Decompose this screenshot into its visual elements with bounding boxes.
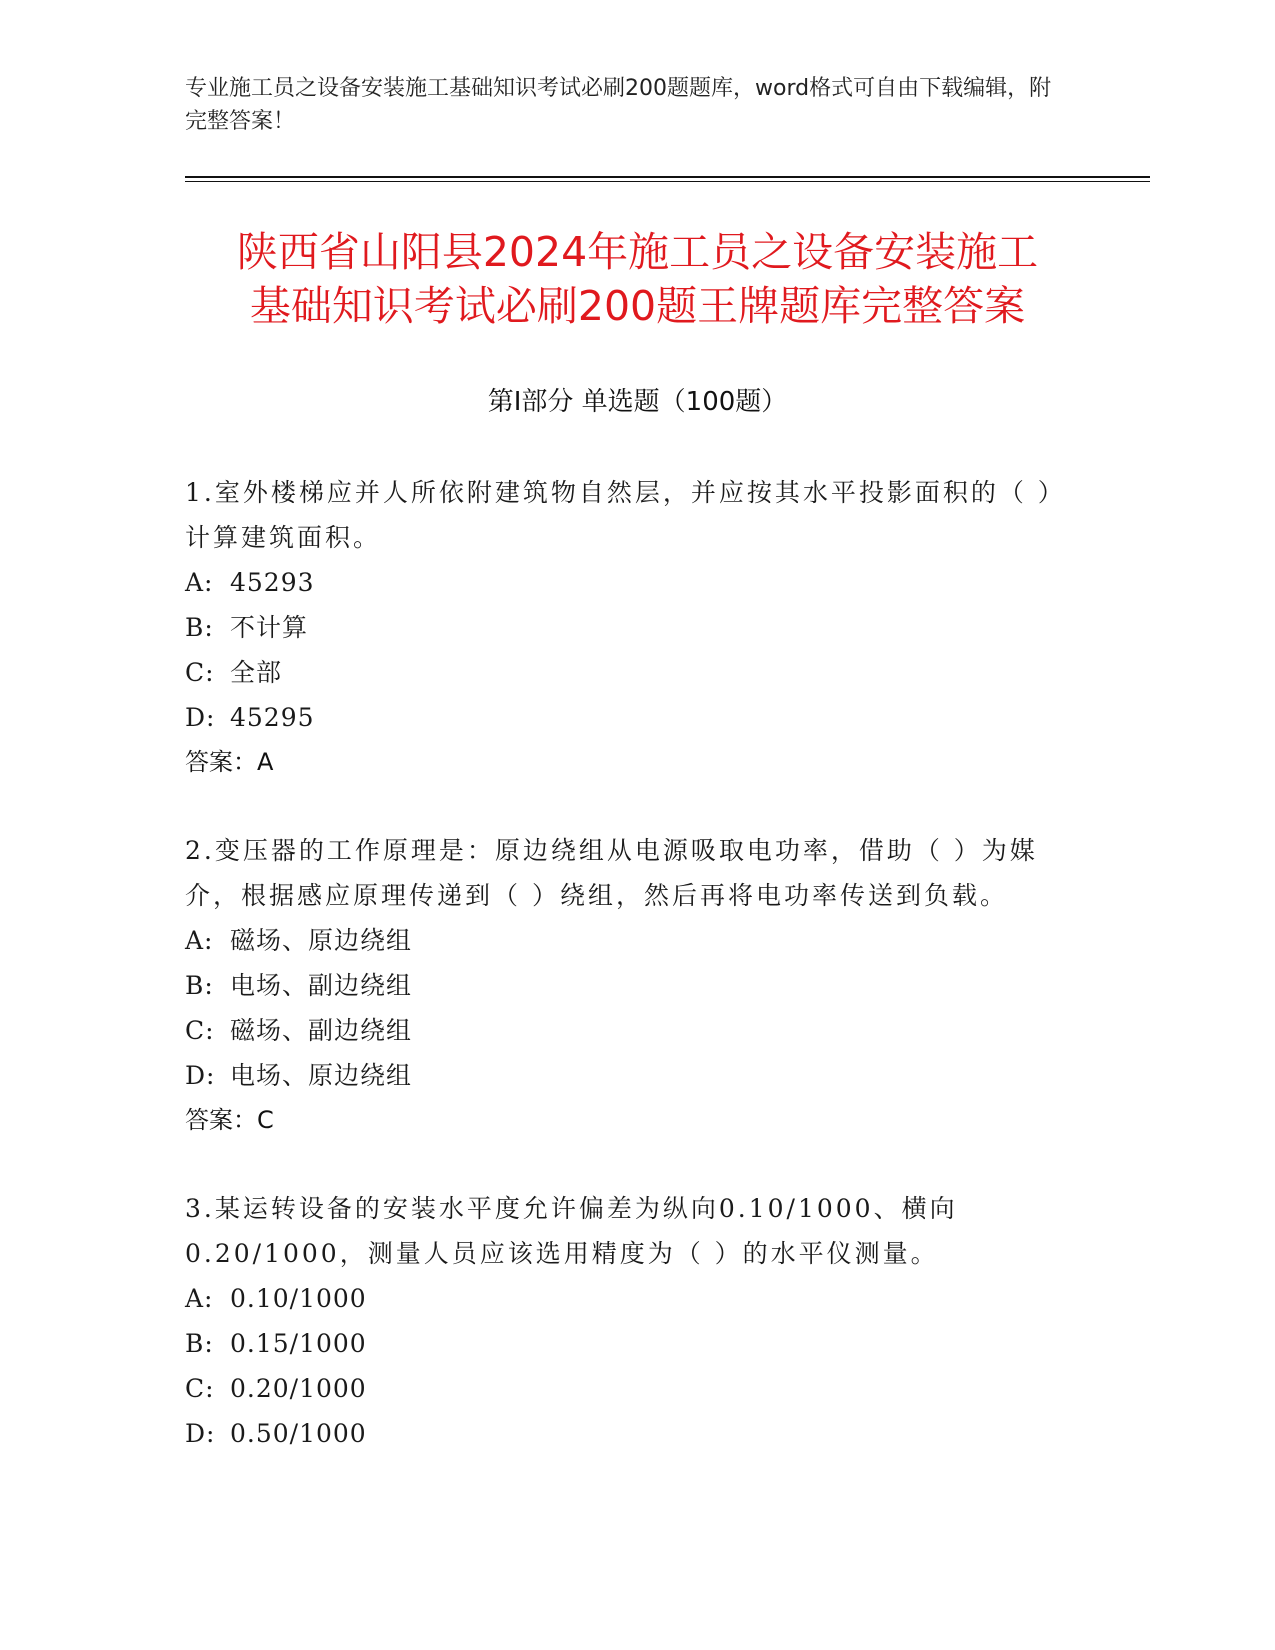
- answer: 答案：C: [185, 1106, 274, 1134]
- option-d: [185, 695, 1075, 740]
- option-text: 0.15/1000: [230, 1329, 367, 1358]
- option-text: 电场、副边绕组: [230, 971, 413, 1000]
- question-1: [185, 470, 1075, 785]
- answer: 答案：A: [185, 748, 274, 776]
- option-key: B:: [185, 1329, 214, 1358]
- option-key: B:: [185, 971, 214, 1000]
- option-key: C:: [185, 1016, 215, 1045]
- option-c: [185, 650, 1075, 695]
- option-key: A:: [185, 568, 214, 597]
- question-stem: 1.室外楼梯应并人所依附建筑物自然层，并应按其水平投影面积的（ ）计算建筑面积。: [185, 478, 1066, 552]
- option-text: 电场、原边绕组: [230, 1061, 413, 1090]
- title-line-2: 基础知识考试必刷200题王牌题库完整答案: [249, 282, 1026, 330]
- option-a: [185, 1276, 1075, 1321]
- question-stem: 2.变压器的工作原理是：原边绕组从电源吸取电功率，借助（ ）为媒介，根据感应原理传递到（ ）绕组，然后再将电功率传送到负载。: [185, 836, 1038, 910]
- title-line-1: 陕西省山阳县2024年施工员之设备安装施工: [236, 228, 1039, 276]
- option-key: D:: [185, 703, 216, 732]
- header-rule-thick: [185, 176, 1150, 178]
- option-a: [185, 918, 1075, 963]
- header-note: 专业施工员之设备安装施工基础知识考试必刷200题题库，word格式可自由下载编辑，附完整答案！: [185, 76, 1052, 134]
- option-key: D:: [185, 1061, 216, 1090]
- header-rule-thin: [185, 181, 1150, 182]
- option-text: 磁场、原边绕组: [230, 926, 413, 955]
- section-heading: 第Ⅰ部分 单选题（100题）: [487, 387, 788, 417]
- option-text: 45295: [230, 703, 315, 732]
- option-text: 0.20/1000: [230, 1374, 367, 1403]
- option-text: 0.10/1000: [230, 1284, 367, 1313]
- option-text: 0.50/1000: [230, 1419, 367, 1448]
- option-key: D:: [185, 1419, 216, 1448]
- option-key: A:: [185, 1284, 214, 1313]
- option-text: 全部: [230, 658, 283, 687]
- option-c: [185, 1366, 1075, 1411]
- option-text: 磁场、副边绕组: [230, 1016, 413, 1045]
- option-key: A:: [185, 926, 214, 955]
- option-a: [185, 560, 1075, 605]
- option-key: B:: [185, 613, 214, 642]
- option-b: [185, 1321, 1075, 1366]
- option-text: 不计算: [230, 613, 309, 642]
- document-title: [150, 225, 1125, 333]
- option-key: C:: [185, 658, 215, 687]
- option-text: 45293: [230, 568, 315, 597]
- question-list: [185, 470, 1075, 1499]
- option-d: [185, 1053, 1075, 1098]
- question-2: [185, 828, 1075, 1143]
- option-c: [185, 1008, 1075, 1053]
- option-key: C:: [185, 1374, 215, 1403]
- option-b: [185, 963, 1075, 1008]
- question-3: [185, 1186, 1075, 1456]
- option-b: [185, 605, 1075, 650]
- option-d: [185, 1411, 1075, 1456]
- question-stem: 3.某运转设备的安装水平度允许偏差为纵向0.10/1000、横向0.20/1000，测量人员应该选用精度为（ ）的水平仪测量。: [185, 1194, 958, 1268]
